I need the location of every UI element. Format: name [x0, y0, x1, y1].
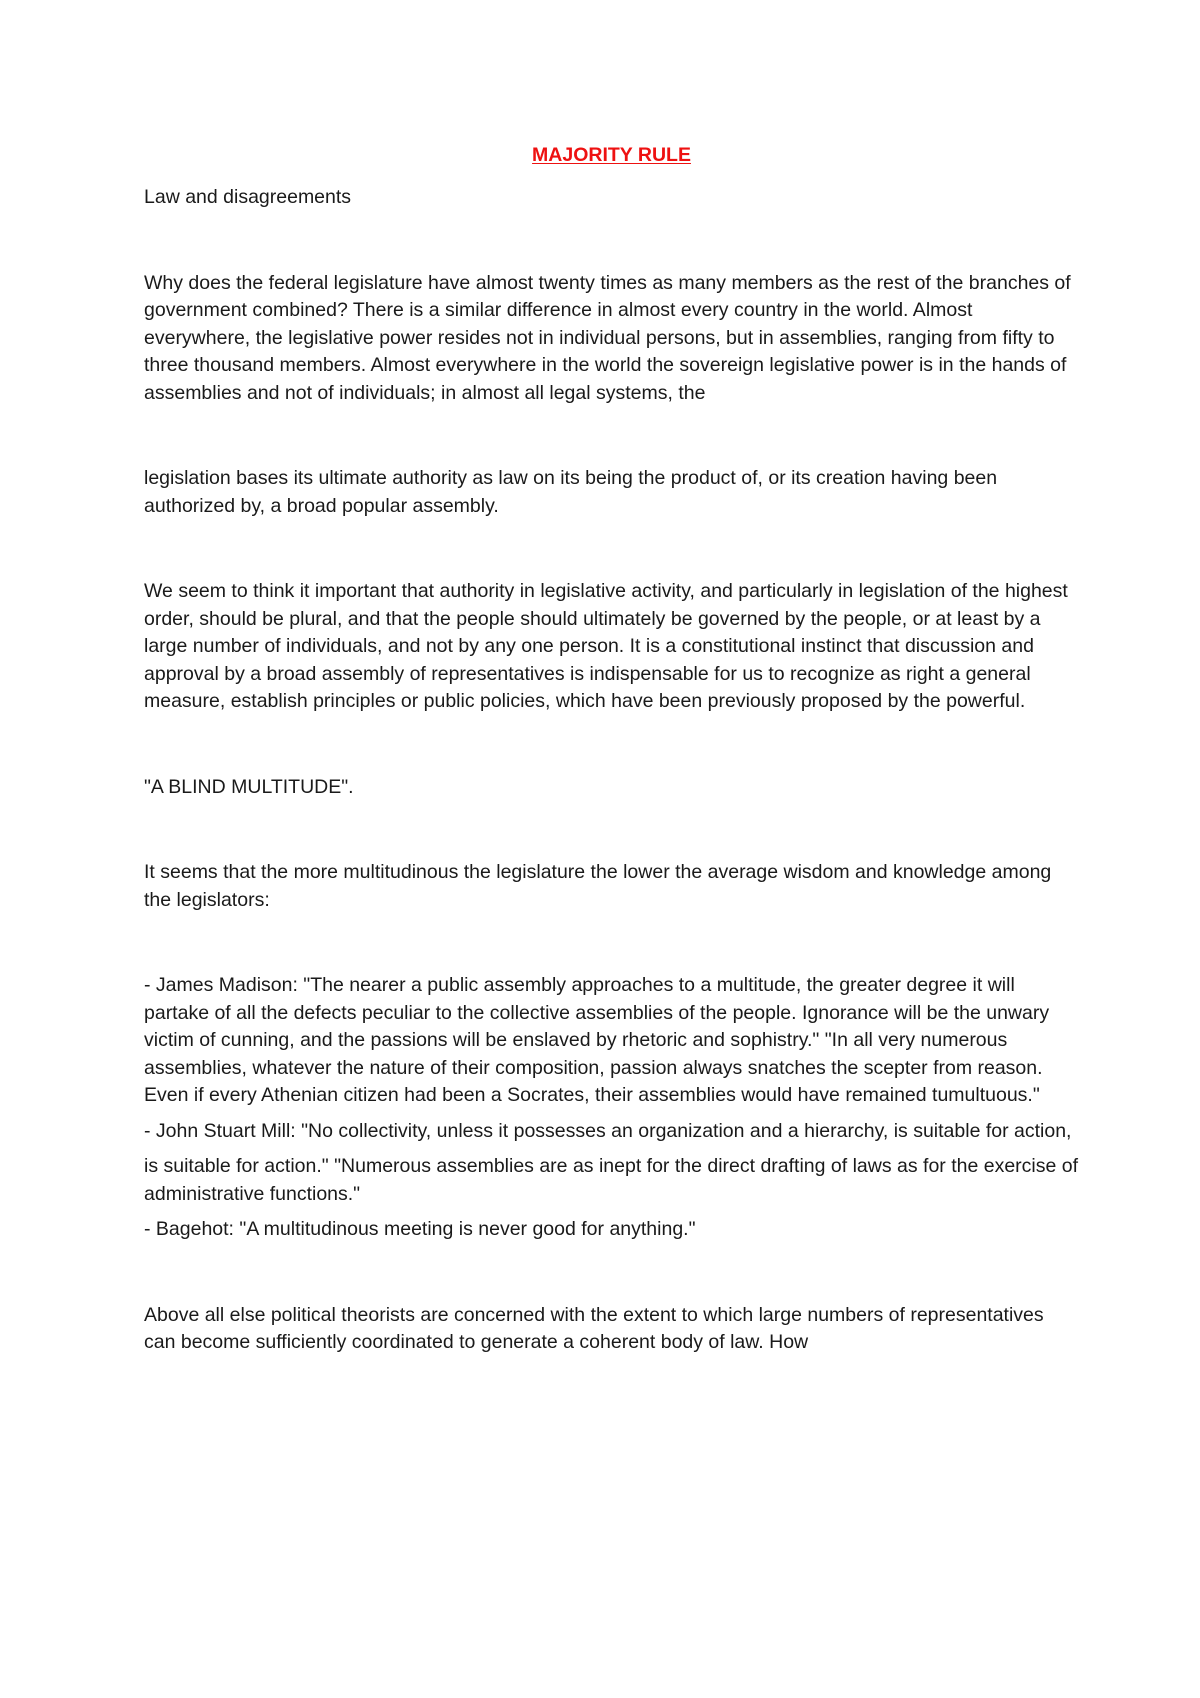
subtitle: Law and disagreements [144, 186, 352, 208]
paragraph-intro: Why does the federal legislature have almost twenty times as many members as the rest of the branches of government combined? There is a similar difference in almost every country in the world. Almost everywhere, the legislative power resides not in individual persons, but in assemblies, ranging from fifty to three thousand members. Almost everywhere in the world the sovereign legislative power is in the hands of assemblies and not of individuals; in almost all legal systems, the [144, 271, 1071, 404]
spacer [144, 1110, 1079, 1118]
quote-madison: - James Madison: "The nearer a public assembly approaches to a multitude, the greater degree it will partake of all the defects peculiar to the collective assemblies of the people. Ignorance will be the unwary victim of cunning, and the passions will be enslaved by rhetoric and sophistry." "In all very numerous assemblies, whatever the nature of their composition, passion always snatches the scepter from reason. Even if every Athenian citizen had been a Socrates, their assemblies would have remained tumultuous." [144, 974, 1050, 1106]
spacer [144, 520, 1079, 578]
paragraph-legislation: legislation bases its ultimate authority as law on its being the product of, or its creation having been authorized by, a broad popular assembly. [144, 467, 998, 517]
quote-bagehot: - Bagehot: "A multitudinous meeting is never good for anything." [144, 1218, 696, 1240]
spacer [144, 801, 1079, 859]
spacer [144, 914, 1079, 972]
spacer [144, 1244, 1079, 1302]
spacer [144, 716, 1079, 774]
quote-mill-continued: is suitable for action." "Numerous assemblies are as inept for the direct drafting of laws as for the exercise of administrative functions." [144, 1155, 1079, 1205]
section-heading-blind-multitude: "A BLIND MULTITUDE". [144, 775, 354, 798]
page-title: MAJORITY RULE [532, 144, 691, 166]
spacer [144, 407, 1079, 465]
spacer [144, 1145, 1079, 1153]
document-body [144, 142, 1079, 1357]
paragraph-authority: We seem to think it important that authority in legislative activity, and particularly in legislation of the highest order, should be plural, and that the people should ultimately be governed by the people, or at least by a large number of individuals, and not by any one person. It is a constitutional instinct that discussion and approval by a broad assembly of representatives is indispensable for us to recognize as right a general measure, establish principles or public policies, which have been previously proposed by the powerful. [144, 580, 1068, 712]
paragraph-multitudinous: It seems that the more multitudinous the legislature the lower the average wisdom and knowledge among the legislators: [144, 861, 1052, 911]
spacer [144, 212, 1079, 270]
paragraph-political-theorists: Above all else political theorists are concerned with the extent to which large numbers of representatives can become sufficiently coordinated to generate a coherent body of law. How [144, 1303, 1044, 1353]
spacer [144, 1208, 1079, 1216]
quote-mill: - John Stuart Mill: "No collectivity, unless it possesses an organization and a hierarchy, is suitable for action, [144, 1119, 1072, 1142]
